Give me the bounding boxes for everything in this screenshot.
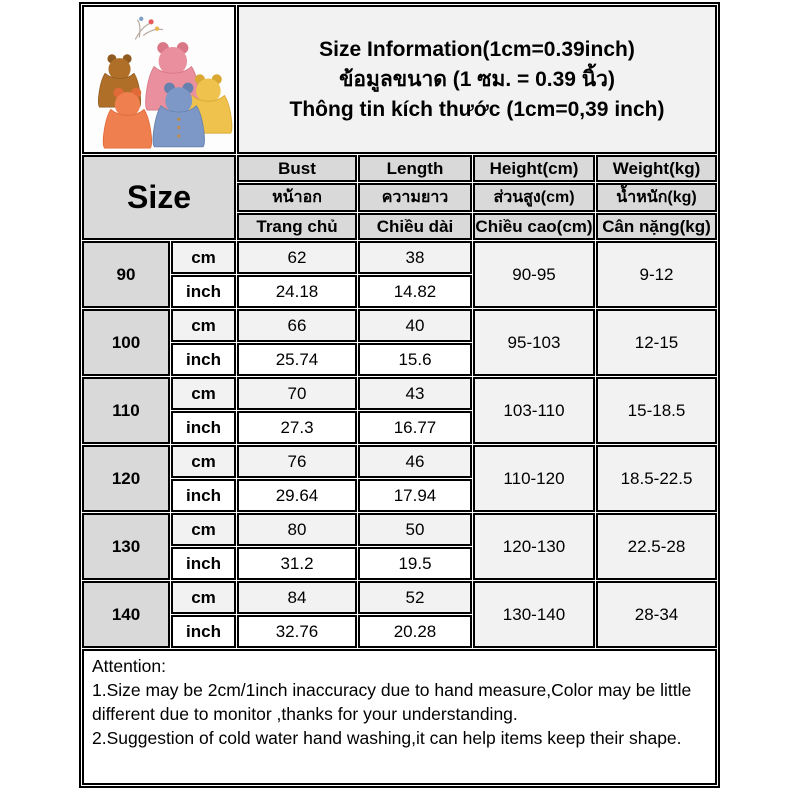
- unit-label-cm: cm: [171, 445, 236, 478]
- length-cm-value: 50: [358, 513, 472, 546]
- unit-label-cm: cm: [171, 581, 236, 614]
- header-length-th: ความยาว: [358, 183, 472, 212]
- length-cm-value: 52: [358, 581, 472, 614]
- unit-label-cm: cm: [171, 513, 236, 546]
- table-row-140-cm: [82, 581, 717, 614]
- length-inch-value: 19.5: [358, 547, 472, 580]
- unit-label-inch: inch: [171, 547, 236, 580]
- header-height-vi: Chiều cao(cm): [473, 213, 595, 240]
- length-cm-value: 40: [358, 309, 472, 342]
- table-row-110-cm: [82, 377, 717, 410]
- unit-label-cm: cm: [171, 377, 236, 410]
- length-inch-value: 17.94: [358, 479, 472, 512]
- weight-value: 28-34: [596, 581, 717, 648]
- bust-cm-value: 70: [237, 377, 357, 410]
- weight-value: 22.5-28: [596, 513, 717, 580]
- attention-row: [82, 649, 717, 785]
- unit-label-inch: inch: [171, 411, 236, 444]
- table-row-130-cm: [82, 513, 717, 546]
- hooded-robes-photo-illustration: [84, 7, 234, 152]
- header-length-vi: Chiều dài: [358, 213, 472, 240]
- table-row-120-cm: [82, 445, 717, 478]
- title-th: ข้อมูลขนาด (1 ซม. = 0.39 นิ้ว): [339, 67, 615, 91]
- table-row-90-cm: [82, 241, 717, 274]
- unit-label-inch: inch: [171, 615, 236, 648]
- unit-label-inch: inch: [171, 275, 236, 308]
- bust-inch-value: 24.18: [237, 275, 357, 308]
- unit-label-cm: cm: [171, 309, 236, 342]
- bust-cm-value: 62: [237, 241, 357, 274]
- header-height-en: Height(cm): [473, 155, 595, 182]
- bust-inch-value: 29.64: [237, 479, 357, 512]
- length-cm-value: 43: [358, 377, 472, 410]
- product-photo: [82, 5, 236, 154]
- height-value: 120-130: [473, 513, 595, 580]
- header-row-en: [82, 155, 717, 182]
- size-chart-table: [79, 2, 720, 788]
- header-height-th: ส่วนสูง(cm): [473, 183, 595, 212]
- header-bust-th: หน้าอก: [237, 183, 357, 212]
- bust-inch-value: 31.2: [237, 547, 357, 580]
- weight-value: 18.5-22.5: [596, 445, 717, 512]
- length-cm-value: 46: [358, 445, 472, 478]
- size-value: 120: [82, 445, 170, 512]
- size-value: 110: [82, 377, 170, 444]
- title-en: Size Information(1cm=0.39inch): [319, 37, 635, 61]
- header-banner-row: [82, 5, 717, 154]
- bust-cm-value: 76: [237, 445, 357, 478]
- attention-note-2: 2.Suggestion of cold water hand washing,it can help items keep their shape.: [92, 728, 682, 748]
- length-inch-value: 20.28: [358, 615, 472, 648]
- length-inch-value: 14.82: [358, 275, 472, 308]
- attention-block: [82, 649, 717, 785]
- attention-note-1: 1.Size may be 2cm/1inch inaccuracy due to hand measure,Color may be little different due to monitor ,thanks for your understanding.: [92, 680, 692, 724]
- title-vi: Thông tin kích thước (1cm=0,39 inch): [289, 97, 665, 121]
- height-value: 130-140: [473, 581, 595, 648]
- bust-cm-value: 66: [237, 309, 357, 342]
- size-value: 140: [82, 581, 170, 648]
- unit-label-inch: inch: [171, 343, 236, 376]
- header-weight-th: น้ำหนัก(kg): [596, 183, 717, 212]
- table-row-100-cm: [82, 309, 717, 342]
- height-value: 110-120: [473, 445, 595, 512]
- weight-value: 9-12: [596, 241, 717, 308]
- weight-value: 15-18.5: [596, 377, 717, 444]
- bust-cm-value: 80: [237, 513, 357, 546]
- header-bust-vi: Trang chủ: [237, 213, 357, 240]
- height-value: 90-95: [473, 241, 595, 308]
- bust-inch-value: 32.76: [237, 615, 357, 648]
- unit-label-cm: cm: [171, 241, 236, 274]
- length-cm-value: 38: [358, 241, 472, 274]
- unit-label-inch: inch: [171, 479, 236, 512]
- header-bust-en: Bust: [237, 155, 357, 182]
- size-value: 100: [82, 309, 170, 376]
- attention-title: Attention:: [92, 656, 166, 676]
- bust-inch-value: 27.3: [237, 411, 357, 444]
- bust-cm-value: 84: [237, 581, 357, 614]
- size-value: 90: [82, 241, 170, 308]
- bust-inch-value: 25.74: [237, 343, 357, 376]
- height-value: 95-103: [473, 309, 595, 376]
- title-block: [237, 5, 717, 154]
- length-inch-value: 15.6: [358, 343, 472, 376]
- size-corner-label: Size: [82, 155, 236, 240]
- length-inch-value: 16.77: [358, 411, 472, 444]
- size-value: 130: [82, 513, 170, 580]
- height-value: 103-110: [473, 377, 595, 444]
- header-weight-en: Weight(kg): [596, 155, 717, 182]
- header-length-en: Length: [358, 155, 472, 182]
- weight-value: 12-15: [596, 309, 717, 376]
- header-weight-vi: Cân nặng(kg): [596, 213, 717, 240]
